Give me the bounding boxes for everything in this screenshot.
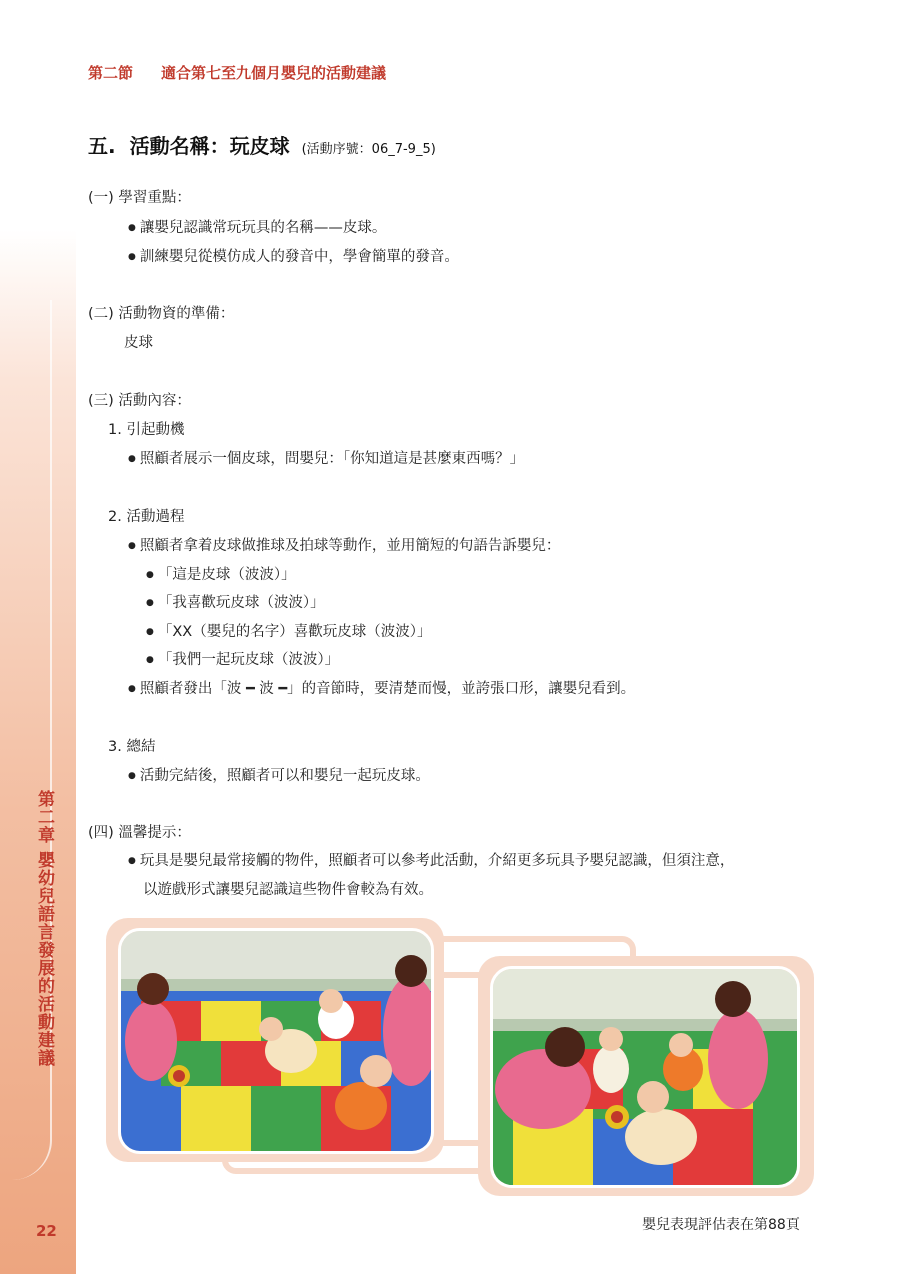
- learning-focus-bullet-1: ● 讓嬰兒認識常玩玩具的名稱——皮球。: [128, 218, 386, 240]
- footer-note: 嬰兒表現評估表在第88頁: [642, 1217, 800, 1233]
- activity-code: (活動序號：06_7-9_5): [301, 142, 436, 157]
- chapter-sidebar: [0, 0, 76, 1274]
- step2-sub-bullet-1: ● 「這是皮球（波波）」: [146, 565, 296, 587]
- step2-sub-bullet-2: ● 「我喜歡玩皮球（波波）」: [146, 593, 325, 615]
- section-header: [88, 62, 386, 83]
- materials-item: 皮球: [124, 335, 153, 351]
- tips-line-2: 以遊戲形式讓嬰兒認識這些物件會較為有效。: [143, 882, 433, 898]
- content-heading: (三) 活動內容：: [88, 393, 191, 409]
- step2-bullet-2: ● 照顧者發出「波 ━ 波 ━」的音節時，要清楚而慢，並誇張口形，讓嬰兒看到。: [128, 679, 635, 701]
- photo-left-image: [121, 931, 431, 1151]
- learning-focus-heading: (一) 學習重點：: [88, 190, 191, 206]
- activity-title: [88, 130, 436, 159]
- learning-focus-bullet-2: ● 訓練嬰兒從模仿成人的發音中，學會簡單的發音。: [128, 247, 459, 269]
- step2-sub-bullet-4: ● 「我們一起玩皮球（波波）」: [146, 650, 339, 672]
- tips-heading: (四) 溫馨提示：: [88, 825, 191, 841]
- photo-left: [118, 928, 434, 1154]
- photo-right-image: [493, 969, 797, 1185]
- step2-sub-bullet-3: ● 「XX（嬰兒的名字）喜歡玩皮球（波波）」: [146, 622, 431, 644]
- step1-bullet: ● 照顧者展示一個皮球，問嬰兒：「你知道這是甚麼東西嗎？」: [128, 449, 524, 471]
- step3-bullet: ● 活動完結後，照顧者可以和嬰兒一起玩皮球。: [128, 766, 430, 788]
- step3-title: 3. 總結: [108, 739, 156, 755]
- section-number: 第二節: [88, 64, 134, 82]
- step1-title: 1. 引起動機: [108, 422, 185, 438]
- photo-right: [490, 966, 800, 1188]
- materials-heading: (二) 活動物資的準備：: [88, 306, 235, 322]
- chapter-label: 第二章 嬰幼兒語言發展的活動建議: [34, 790, 54, 1067]
- activity-number: 五.: [88, 134, 116, 158]
- activity-name: 活動名稱：玩皮球: [129, 134, 290, 158]
- step2-bullet: ● 照顧者拿着皮球做推球及拍球等動作，並用簡短的句語告訴嬰兒：: [128, 536, 560, 558]
- tips-line-1: ● 玩具是嬰兒最常接觸的物件，照顧者可以參考此活動，介紹更多玩具予嬰兒認識，但須注意，: [128, 851, 734, 873]
- step2-title: 2. 活動過程: [108, 509, 185, 525]
- page-number: 22: [36, 1222, 57, 1240]
- section-title: 適合第七至九個月嬰兒的活動建議: [161, 64, 387, 82]
